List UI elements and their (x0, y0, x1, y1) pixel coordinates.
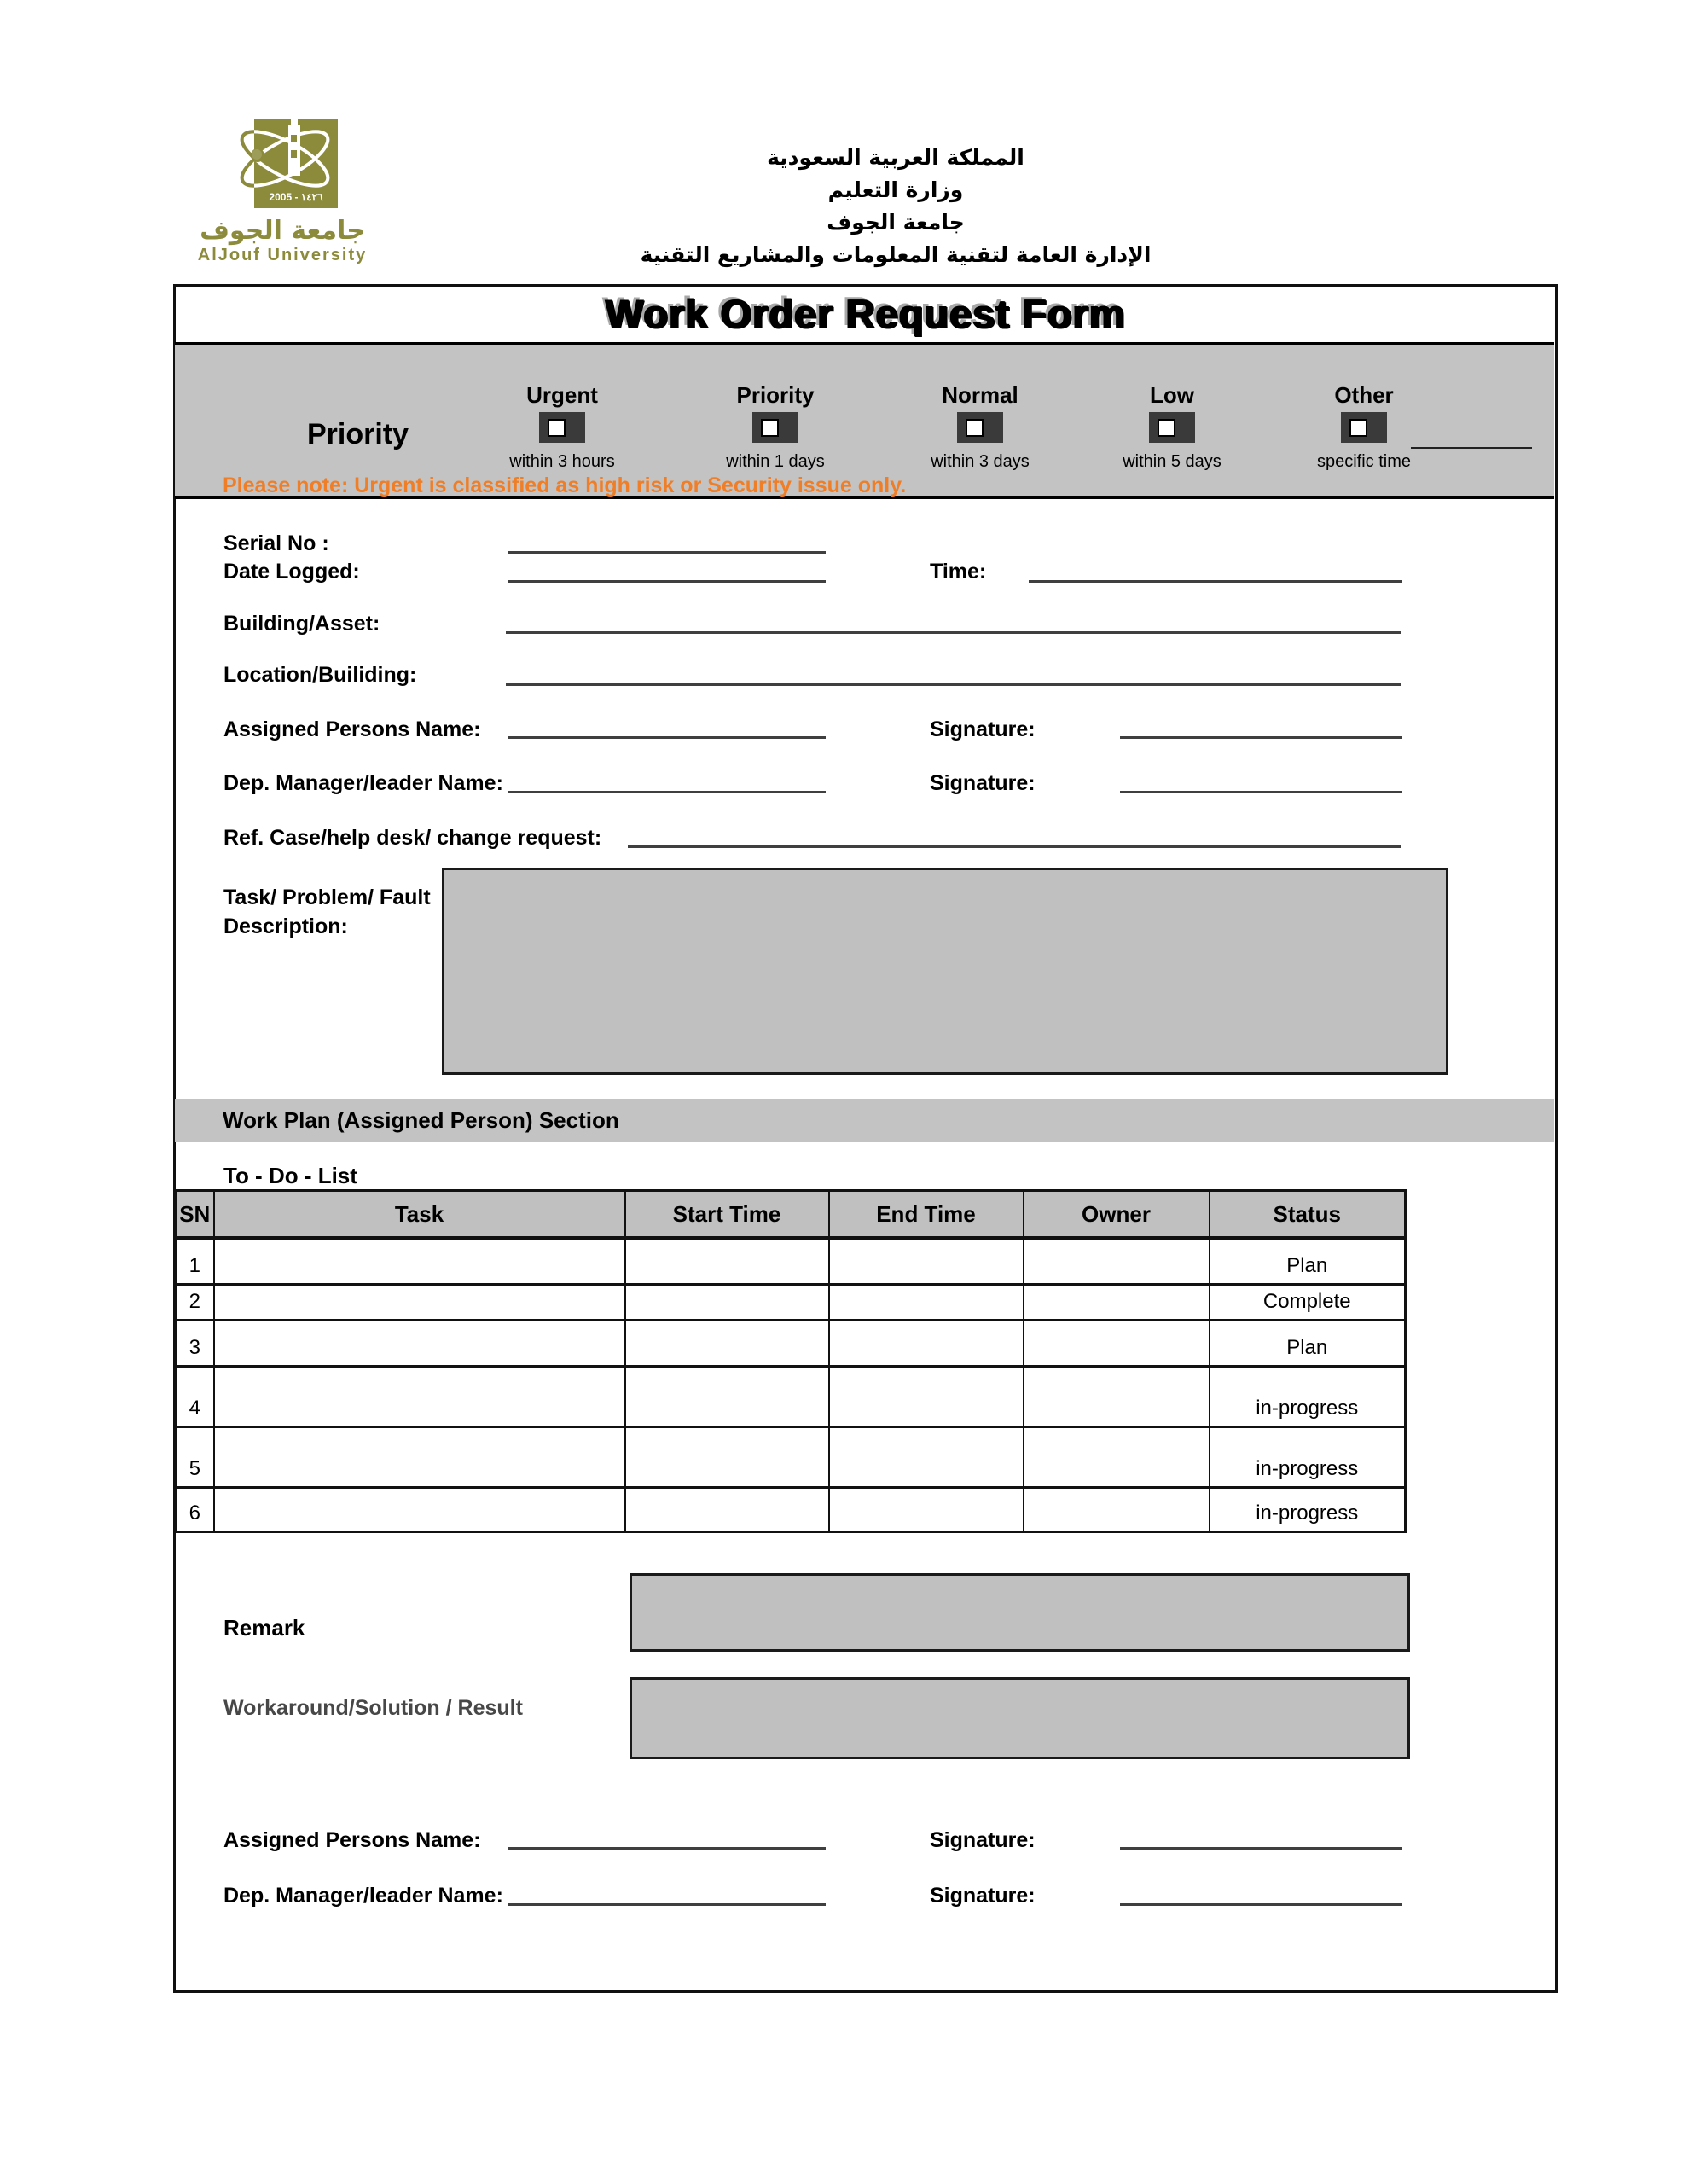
sn-cell: 1 (176, 1238, 214, 1284)
other-specific-time-line[interactable] (1411, 430, 1532, 449)
task-cell[interactable] (214, 1366, 625, 1426)
low-checkbox[interactable] (1149, 412, 1195, 443)
owner-cell[interactable] (1024, 1320, 1210, 1366)
footer-signature-line[interactable] (1120, 1830, 1402, 1850)
priority-row-label: Priority (307, 418, 409, 450)
priority-option-normal (886, 345, 1074, 496)
assigned-person-line[interactable] (508, 719, 826, 739)
footer-manager-line[interactable] (508, 1886, 826, 1906)
priority-option-label: Normal (942, 382, 1018, 408)
form-title: Work Order Request Form (605, 291, 1126, 336)
signature-label: Signature: (930, 717, 1036, 741)
building-asset-line[interactable] (506, 614, 1401, 634)
checkbox-box-icon (761, 419, 779, 437)
col-header-task: Task (214, 1191, 625, 1239)
priority-option-label: Other (1334, 382, 1394, 408)
sn-cell: 5 (176, 1426, 214, 1487)
todo-header-row (176, 1191, 1406, 1239)
university-logo (189, 118, 375, 265)
work-plan-section-title: Work Plan (Assigned Person) Section (223, 1107, 619, 1133)
col-header-sn: SN (176, 1191, 214, 1239)
sn-cell: 2 (176, 1284, 214, 1320)
checkbox-box-icon (548, 419, 566, 437)
priority-option-sub: within 1 days (726, 452, 825, 471)
status-cell: Complete (1210, 1284, 1406, 1320)
start-time-cell[interactable] (625, 1320, 829, 1366)
aljouf-atom-logo-icon (210, 118, 355, 210)
dep-manager-line[interactable] (508, 774, 826, 793)
footer-signature-label: Signature: (930, 1828, 1036, 1852)
checkbox-box-icon (1349, 419, 1367, 437)
sn-cell: 6 (176, 1487, 214, 1531)
ministry-header (512, 142, 1280, 271)
end-time-cell[interactable] (829, 1320, 1024, 1366)
todo-table (174, 1189, 1407, 1533)
priority-note: Please note: Urgent is classified as high risk or Security issue only. (223, 473, 907, 497)
owner-cell[interactable] (1024, 1426, 1210, 1487)
table-row (176, 1284, 1406, 1320)
task-cell[interactable] (214, 1284, 625, 1320)
table-row (176, 1238, 1406, 1284)
time-line[interactable] (1029, 563, 1402, 583)
assigned-person-label: Assigned Persons Name: (223, 717, 481, 741)
location-building-line[interactable] (506, 666, 1401, 686)
remark-label: Remark (223, 1615, 305, 1641)
footer-manager-label: Dep. Manager/leader Name: (223, 1884, 503, 1908)
footer-signature2-line[interactable] (1120, 1886, 1402, 1906)
workaround-label: Workaround/Solution / Result (223, 1696, 523, 1720)
work-plan-band (175, 1099, 1554, 1142)
logo-name-english: AlJouf University (197, 246, 368, 264)
end-time-cell[interactable] (829, 1238, 1024, 1284)
status-cell: in-progress (1210, 1487, 1406, 1531)
task-cell[interactable] (214, 1320, 625, 1366)
status-cell: Plan (1210, 1320, 1406, 1366)
priority-option-label: Low (1150, 382, 1194, 408)
col-header-status: Status (1210, 1191, 1406, 1239)
table-row (176, 1426, 1406, 1487)
priority-option-label: Priority (736, 382, 815, 408)
footer-assigned-line[interactable] (508, 1830, 826, 1850)
urgent-checkbox[interactable] (539, 412, 585, 443)
logo-name-arabic: جامعة الجوف (200, 216, 365, 246)
priority-option-sub: within 5 days (1123, 452, 1221, 471)
task-cell[interactable] (214, 1487, 625, 1531)
col-header-start: Start Time (625, 1191, 829, 1239)
header-line-country: المملكة العربية السعودية (767, 145, 1024, 170)
other-checkbox[interactable] (1341, 412, 1387, 443)
building-asset-label: Building/Asset: (223, 612, 380, 636)
status-cell: Plan (1210, 1238, 1406, 1284)
priority-option-other (1270, 345, 1458, 496)
start-time-cell[interactable] (625, 1426, 829, 1487)
signature2-label: Signature: (930, 771, 1036, 795)
start-time-cell[interactable] (625, 1366, 829, 1426)
normal-checkbox[interactable] (957, 412, 1003, 443)
priority-option-label: Urgent (526, 382, 598, 408)
col-header-end: End Time (829, 1191, 1024, 1239)
priority-option-low (1078, 345, 1266, 496)
end-time-cell[interactable] (829, 1284, 1024, 1320)
footer-assigned-label: Assigned Persons Name: (223, 1828, 481, 1852)
dep-manager-label: Dep. Manager/leader Name: (223, 771, 503, 795)
priority-option-sub: specific time (1316, 452, 1412, 471)
header-line-department: الإدارة العامة لتقنية المعلومات والمشاريع التقنية (640, 242, 1152, 267)
col-header-owner: Owner (1024, 1191, 1210, 1239)
date-logged-label: Date Logged: (223, 560, 360, 584)
owner-cell[interactable] (1024, 1487, 1210, 1531)
task-problem-label-line2: Description: (223, 915, 348, 938)
location-building-label: Location/Builiding: (223, 663, 417, 687)
start-time-cell[interactable] (625, 1284, 829, 1320)
owner-cell[interactable] (1024, 1238, 1210, 1284)
remark-textarea[interactable] (630, 1573, 1410, 1652)
task-cell[interactable] (214, 1426, 625, 1487)
serial-no-line[interactable] (508, 534, 826, 554)
table-row (176, 1320, 1406, 1366)
checkbox-box-icon (966, 419, 984, 437)
signature-line[interactable] (1120, 719, 1402, 739)
end-time-cell[interactable] (829, 1487, 1024, 1531)
task-cell[interactable] (214, 1238, 625, 1284)
signature2-line[interactable] (1120, 774, 1402, 793)
priority-option-sub: within 3 hours (509, 452, 615, 471)
priority-checkbox[interactable] (752, 412, 798, 443)
checkbox-box-icon (1158, 419, 1175, 437)
start-time-cell[interactable] (625, 1238, 829, 1284)
serial-no-label: Serial No : (223, 531, 329, 555)
ref-case-label: Ref. Case/help desk/ change request: (223, 826, 602, 850)
sn-cell: 4 (176, 1366, 214, 1426)
date-logged-line[interactable] (508, 563, 826, 583)
table-row (176, 1487, 1406, 1531)
footer-signature2-label: Signature: (930, 1884, 1036, 1908)
table-row (176, 1366, 1406, 1426)
end-time-cell[interactable] (829, 1366, 1024, 1426)
todo-list-title: To - Do - List (223, 1163, 357, 1188)
owner-cell[interactable] (1024, 1366, 1210, 1426)
priority-option-sub: within 3 days (931, 452, 1030, 471)
workaround-textarea[interactable] (630, 1677, 1410, 1759)
sn-cell: 3 (176, 1320, 214, 1366)
time-label: Time: (930, 560, 987, 584)
ref-case-line[interactable] (628, 828, 1401, 848)
start-time-cell[interactable] (625, 1487, 829, 1531)
priority-section (175, 342, 1554, 499)
task-description-textarea[interactable] (442, 868, 1448, 1075)
form-box (173, 284, 1558, 1993)
task-problem-label-line1: Task/ Problem/ Fault (223, 886, 431, 909)
logo-years-text: 2005 - ١٤٢٦ (269, 191, 323, 203)
header-line-university: جامعة الجوف (827, 210, 965, 235)
owner-cell[interactable] (1024, 1284, 1210, 1320)
header-line-ministry: وزارة التعليم (827, 177, 964, 202)
end-time-cell[interactable] (829, 1426, 1024, 1487)
status-cell: in-progress (1210, 1426, 1406, 1487)
status-cell: in-progress (1210, 1366, 1406, 1426)
